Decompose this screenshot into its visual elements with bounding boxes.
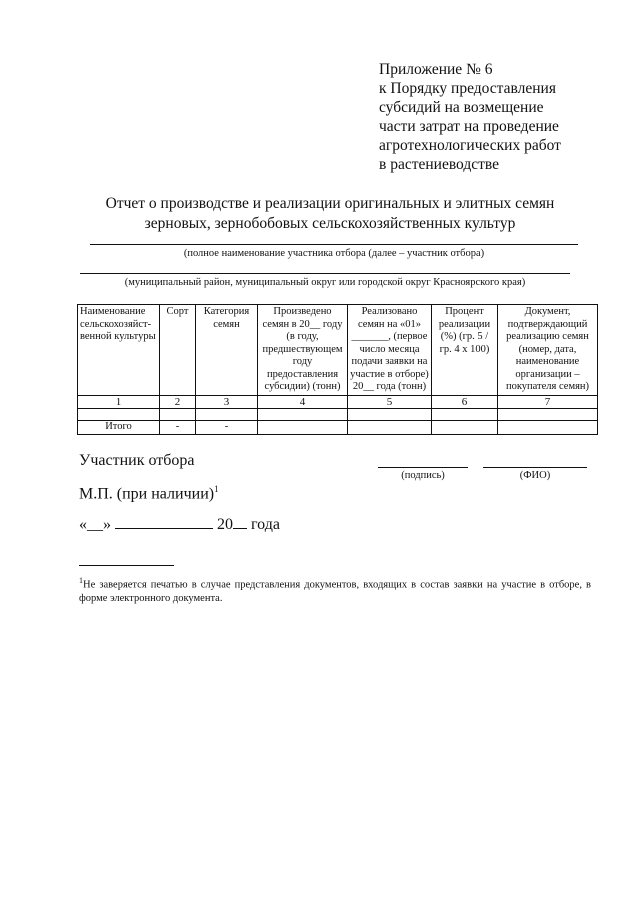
footnote-mark: 1 xyxy=(79,576,83,585)
column-number: 1 xyxy=(78,395,160,409)
report-title-line-1: Отчет о производстве и реализации оригинальных и элитных семян xyxy=(105,195,555,212)
date-year-prefix: 20 xyxy=(217,516,233,533)
participant-caption: (полное наименование участника отбора (далее – участник отбора) xyxy=(183,248,485,259)
table-row xyxy=(78,409,598,421)
header-seeds-sold: Реализовано семян на «01» _______, (первое число месяца подачи заявки на участие в отборе) 20__ года (тонн) xyxy=(348,305,432,396)
stamp-text: М.П. (при наличии) xyxy=(79,485,215,503)
signature-caption: (подпись) xyxy=(401,470,445,481)
date-day: «__» xyxy=(79,516,111,533)
appendix-line: агротехнологических работ xyxy=(379,137,561,154)
table-cell xyxy=(348,409,432,421)
table-cell xyxy=(196,409,258,421)
column-number: 4 xyxy=(258,395,348,409)
total-cell xyxy=(498,421,598,435)
report-title-line-2: зерновых, зернобобовых сельскохозяйственных культур xyxy=(144,215,516,232)
date-suffix: года xyxy=(251,516,280,533)
total-label: Итого xyxy=(78,421,160,435)
header-seed-category: Категория семян xyxy=(196,305,258,396)
appendix-line: части затрат на проведение xyxy=(379,118,559,135)
date-field xyxy=(79,516,280,534)
column-number: 3 xyxy=(196,395,258,409)
table-cell xyxy=(78,409,160,421)
signature-line xyxy=(378,467,468,468)
table-cell xyxy=(160,409,196,421)
total-cell xyxy=(348,421,432,435)
district-caption: (муниципальный район, муниципальный округ или городской округ Красноярского края) xyxy=(124,277,526,288)
header-crop-name: Наименование сельскохозяйст-венной культуры xyxy=(78,305,160,396)
participant-name-line xyxy=(90,244,578,245)
appendix-line: в растениеводстве xyxy=(379,156,499,173)
column-number-row xyxy=(78,395,598,409)
footnote-text: Не заверяется печатью в случае представления документов, входящих в состав заявки на участие в отборе, в форме электронного документа. xyxy=(79,579,591,604)
district-line xyxy=(80,273,570,274)
header-variety: Сорт xyxy=(160,305,196,396)
header-sale-percent: Процент реализации (%) (гр. 5 / гр. 4 х 100) xyxy=(432,305,498,396)
column-number: 7 xyxy=(498,395,598,409)
report-title xyxy=(60,194,600,234)
appendix-line: к Порядку предоставления xyxy=(379,80,556,97)
report-table xyxy=(77,304,598,435)
footnote-separator xyxy=(79,565,174,566)
full-name-line xyxy=(483,467,587,468)
signature-label: Участник отбора xyxy=(79,452,195,469)
column-number: 6 xyxy=(432,395,498,409)
total-cell xyxy=(258,421,348,435)
footnote xyxy=(79,574,591,605)
stamp-label xyxy=(79,484,219,503)
column-number: 5 xyxy=(348,395,432,409)
stamp-footnote-mark: 1 xyxy=(214,484,219,494)
total-row xyxy=(78,421,598,435)
header-sale-document: Документ, подтверждающий реализацию семян (номер, дата, наименование организации – покупателя семян) xyxy=(498,305,598,396)
table-header-row xyxy=(78,305,598,396)
header-seeds-produced: Произведено семян в 20__ году (в году, предшествующем году предоставления субсидии) (тонн) xyxy=(258,305,348,396)
appendix-line: субсидий на возмещение xyxy=(379,99,544,116)
table-cell xyxy=(498,409,598,421)
column-number: 2 xyxy=(160,395,196,409)
table-cell xyxy=(432,409,498,421)
appendix-line: Приложение № 6 xyxy=(379,61,493,78)
date-month-line xyxy=(115,516,213,529)
total-cell: - xyxy=(160,421,196,435)
total-cell xyxy=(432,421,498,435)
full-name-caption: (ФИО) xyxy=(519,470,551,481)
appendix-header xyxy=(379,60,619,174)
table-cell xyxy=(258,409,348,421)
total-cell: - xyxy=(196,421,258,435)
date-year-line xyxy=(233,516,247,529)
